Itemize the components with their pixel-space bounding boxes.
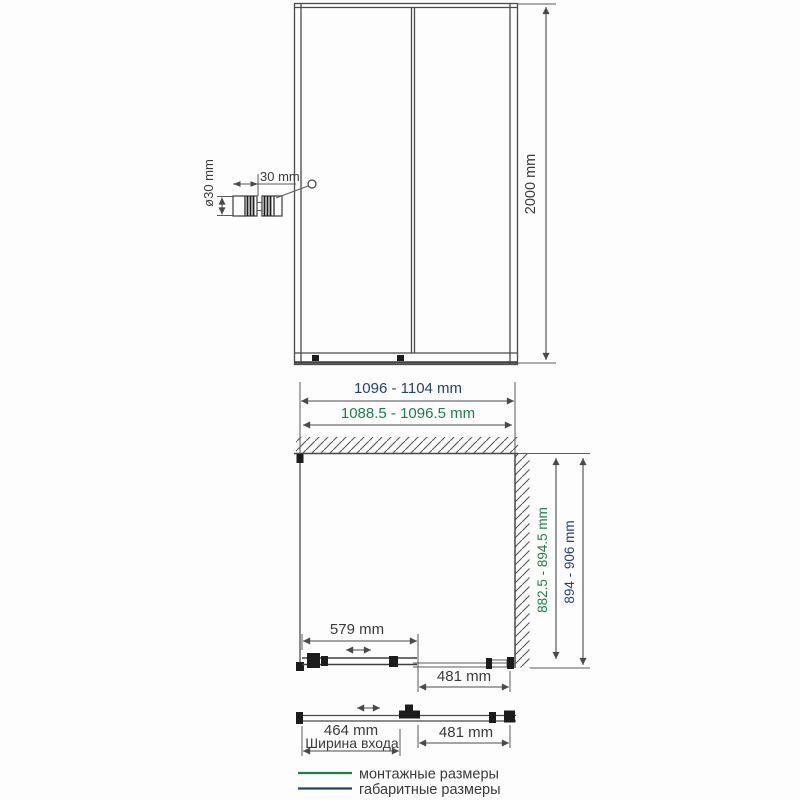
handle-leader-line <box>276 186 308 198</box>
open-door-view <box>296 705 516 757</box>
width-arrow-right <box>251 181 259 186</box>
height-dim-label: 2000 mm <box>523 153 539 215</box>
wall-bracket-right <box>507 657 514 669</box>
wall-profile-bottom <box>296 662 304 671</box>
open-bracket-left <box>489 712 496 723</box>
right-wall-hatch <box>516 454 530 668</box>
door-frame-outline <box>295 4 518 365</box>
handle-detail <box>201 159 308 216</box>
bottom-guide-right <box>397 355 404 361</box>
front-view <box>295 4 557 365</box>
wall-profile-top <box>297 454 304 463</box>
legend-overall-label: габаритные размеры <box>359 782 501 798</box>
open-end-cap-left <box>296 712 303 724</box>
handle-knob-drawing <box>233 196 282 216</box>
mounting-width-label: 1088.5 - 1096.5 mm <box>340 405 476 422</box>
side-panel <box>296 454 304 671</box>
handle-position-marker <box>308 180 316 188</box>
top-wall-hatch <box>296 437 518 453</box>
entry-width-caption: Ширина входа <box>305 735 399 751</box>
fixed-panel-dimension-open <box>418 724 510 748</box>
open-carriage <box>399 711 420 719</box>
open-carriage-pin <box>405 705 413 712</box>
door-assembly-closed <box>302 650 514 669</box>
roller-block <box>321 656 328 666</box>
mounting-depth-label: 882.5 - 894.5 mm <box>535 507 550 613</box>
handle-diameter-label: ø30 mm <box>201 159 216 207</box>
roller-carriage-left <box>307 653 320 668</box>
height-dimension <box>518 4 557 363</box>
handle-width-label: 30 mm <box>260 169 300 184</box>
entry-width-dimension <box>302 722 400 756</box>
entry-width-label: 464 mm <box>323 722 379 739</box>
plan-view <box>294 380 590 692</box>
fixed-panel-open-label: 481 mm <box>438 724 494 741</box>
bottom-guide-left <box>312 355 319 361</box>
fixed-panel-dimension-closed <box>419 668 510 692</box>
panel-connector-block <box>389 656 398 667</box>
overall-width-label: 1096 - 1104 mm <box>353 380 463 397</box>
handle-width-dimension <box>233 169 300 196</box>
open-end-cap-right <box>504 711 515 723</box>
slide-width-label: 579 mm <box>329 621 385 638</box>
fixed-panel-closed-label: 481 mm <box>436 668 492 685</box>
overall-depth-label: 894 - 906 mm <box>562 520 577 604</box>
legend-mounting-label: монтажные размеры <box>359 766 499 783</box>
legend <box>298 767 501 799</box>
width-arrow-left <box>233 181 241 186</box>
